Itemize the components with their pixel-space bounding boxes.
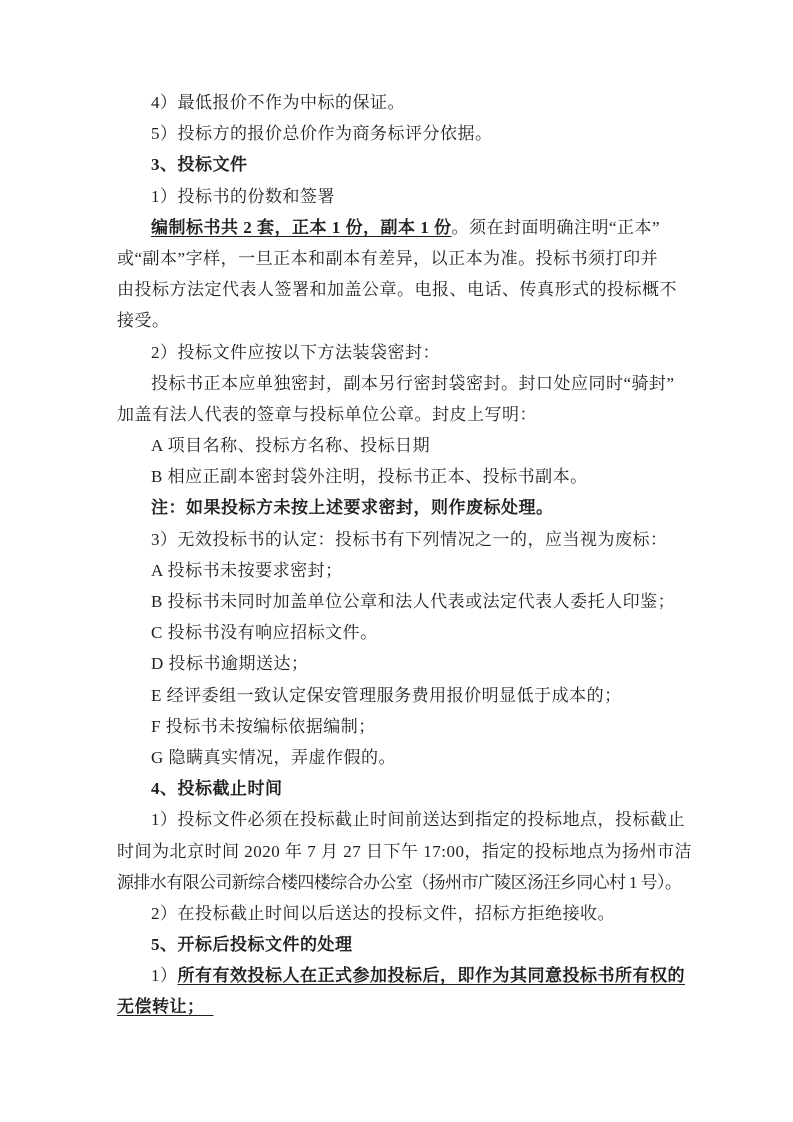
text-run: B 相应正副本密封袋外注明，投标书正本、投标书副本。	[151, 467, 588, 487]
text-line	[117, 804, 685, 835]
text-run: B 投标书未同时加盖单位公章和法人代表或法定代表人委托人印鉴；	[151, 592, 676, 611]
text-line	[117, 87, 677, 118]
text-line	[117, 773, 677, 804]
document-content	[117, 87, 692, 1023]
text-line	[117, 243, 677, 274]
text-run: 1）投标书的份数和签署	[151, 186, 335, 206]
emphasis-text-run: 3、投标文件	[151, 155, 248, 175]
text-run: 时间为北京时间 2020 年 7 月 27 日下午 17:00，指定的投标地点为扬州市洁	[117, 841, 692, 861]
emphasis-text-run: 所有有效投标人在正式参加投标后，即作为其同意投标书所有权的	[177, 966, 685, 986]
text-run: 2）在投标截止时间以后送达的投标文件，招标方拒绝接收。	[151, 903, 615, 923]
text-line	[117, 680, 677, 711]
text-run: D 投标书逾期送达；	[151, 654, 309, 674]
text-run: 由投标方法定代表人签署和加盖公章。电报、电话、传真形式的投标概不	[117, 280, 677, 300]
text-line	[117, 305, 677, 336]
text-run: 加盖有法人代表的签章与投标单位公章。封皮上写明：	[117, 404, 537, 424]
text-line	[117, 212, 677, 243]
emphasis-text-run: 注：如果投标方未按上述要求密封，则作废标处理。	[151, 498, 554, 518]
text-run: G 隐瞒真实情况，弄虚作假的。	[151, 747, 397, 767]
text-run: 接受。	[117, 311, 170, 331]
text-line	[117, 991, 677, 1022]
text-run: 4）最低报价不作为中标的保证。	[151, 93, 405, 112]
text-line	[117, 586, 677, 617]
text-line	[117, 929, 677, 960]
text-line	[117, 274, 677, 305]
text-run: 源排水有限公司新综合楼四楼综合办公室（扬州市广陵区汤汪乡同心村 1 号）。	[117, 872, 682, 892]
text-line	[117, 617, 677, 648]
text-line	[117, 711, 677, 742]
text-run: A 项目名称、投标方名称、投标日期	[151, 436, 431, 456]
text-run: 投标书正本应单独密封，副本另行密封袋密封。封口处应同时“骑封”	[151, 373, 675, 393]
text-line	[117, 742, 677, 773]
text-line	[117, 648, 677, 679]
text-line	[117, 368, 677, 399]
text-run: F 投标书未按编标依据编制；	[151, 716, 376, 736]
text-run: A 投标书未按要求密封；	[151, 560, 343, 580]
text-line	[117, 898, 677, 929]
emphasis-text-run: 编制标书共 2 套，正本 1 份，副本 1 份	[151, 217, 452, 237]
text-line	[117, 181, 677, 212]
text-line	[117, 461, 677, 492]
text-run: 。须在封面明确注明“正本”	[451, 217, 661, 237]
text-run: C 投标书没有响应招标文件。	[151, 623, 378, 643]
text-run: 或“副本”字样，一旦正本和副本有差异，以正本为准。投标书须打印并	[117, 248, 659, 268]
text-line	[117, 960, 685, 991]
text-run: 1）投标文件必须在投标截止时间前送达到指定的投标地点，投标截止	[151, 810, 685, 830]
text-line	[117, 399, 677, 430]
text-line	[117, 867, 682, 898]
emphasis-text-run: 4、投标截止时间	[151, 779, 283, 799]
text-run: 1）	[151, 966, 178, 986]
text-run: 2）投标文件应按以下方法装袋密封：	[151, 342, 440, 362]
text-line	[117, 337, 677, 368]
text-run: 3）无效投标书的认定：投标书有下列情况之一的，应当视为废标：	[151, 529, 668, 549]
text-line	[117, 430, 677, 461]
text-run: 5）投标方的报价总价作为商务标评分依据。	[151, 124, 493, 144]
text-run: E 经评委组一致认定保安管理服务费用报价明显低于成本的；	[151, 685, 622, 705]
text-line	[117, 118, 677, 149]
emphasis-text-run: 无偿转让；	[117, 997, 214, 1017]
text-line	[117, 836, 692, 867]
text-line	[117, 492, 677, 523]
text-line	[117, 555, 677, 586]
text-line	[117, 524, 677, 555]
emphasis-text-run: 5、开标后投标文件的处理	[151, 935, 353, 955]
text-line	[117, 149, 677, 180]
